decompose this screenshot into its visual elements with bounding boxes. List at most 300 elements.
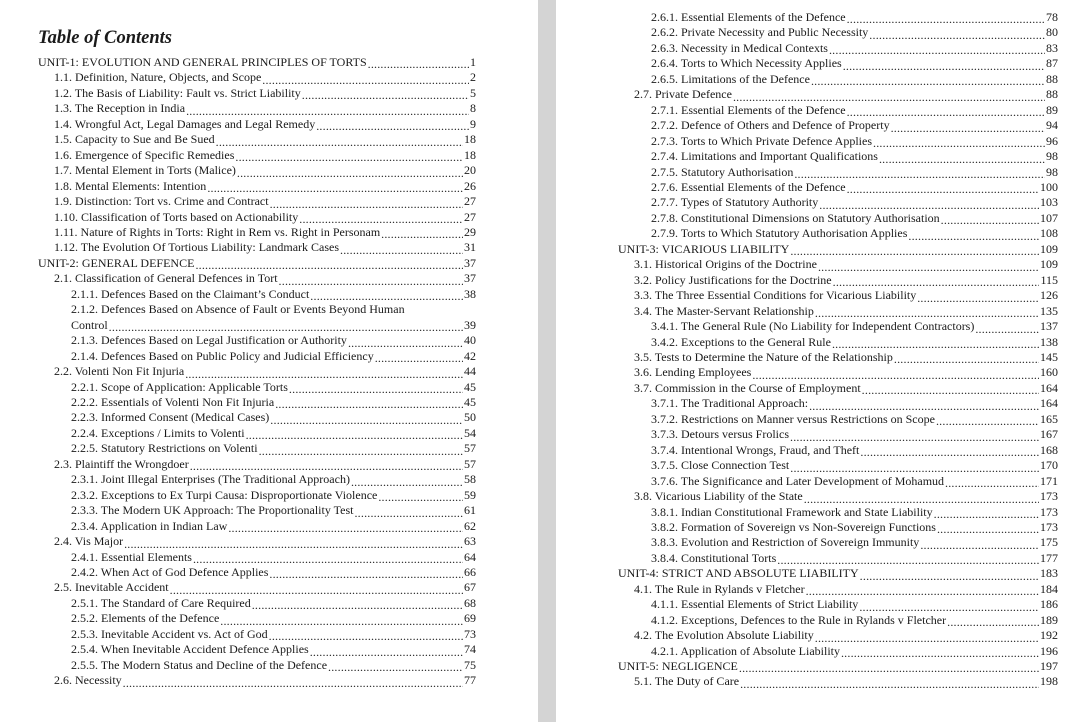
toc-entry-text: 2.7.9. Torts to Which Statutory Authorisation Applies: [651, 226, 908, 241]
toc-entry[interactable]: [38, 441, 476, 456]
toc-entry[interactable]: [38, 380, 476, 395]
dot-leader: [328, 661, 463, 673]
toc-page-number: 20: [464, 163, 476, 178]
dot-leader: [193, 553, 463, 565]
dot-leader: [806, 585, 1039, 597]
toc-page-number: 96: [1046, 133, 1058, 148]
toc-entry-text: 1.7. Mental Element in Torts (Malice): [54, 163, 236, 178]
toc-entry-text: 2.7.5. Statutory Authorisation: [651, 164, 794, 179]
toc-entry[interactable]: [618, 288, 1058, 303]
toc-entry-text: 2.6.1. Essential Elements of the Defence: [651, 10, 846, 24]
toc-entry[interactable]: [618, 427, 1058, 442]
toc-page-number: 115: [1040, 272, 1058, 287]
toc-page-number: 177: [1040, 550, 1058, 565]
toc-page-number: 126: [1040, 288, 1058, 303]
toc-page-number: 39: [464, 317, 476, 332]
toc-entry-text: 2.6. Necessity: [54, 673, 122, 688]
toc-entry[interactable]: [618, 242, 1058, 257]
toc-page-number: 9: [470, 116, 476, 131]
toc-entry[interactable]: [38, 271, 476, 286]
dot-leader: [819, 199, 1039, 211]
toc-page-number: 61: [464, 503, 476, 518]
toc-entry-text: 1.4. Wrongful Act, Legal Damages and Legal Remedy: [54, 116, 316, 131]
toc-page-number: 74: [464, 642, 476, 657]
toc-entry[interactable]: [618, 582, 1058, 597]
toc-entry[interactable]: [618, 381, 1058, 396]
toc-page-number: 57: [464, 441, 476, 456]
toc-entry[interactable]: [38, 101, 476, 116]
toc-entry[interactable]: [618, 10, 1058, 25]
dot-leader: [841, 647, 1039, 659]
toc-page-number: 88: [1046, 71, 1058, 86]
toc-page-number: 40: [464, 333, 476, 348]
toc-entry[interactable]: [38, 488, 476, 503]
dot-leader: [975, 323, 1039, 335]
toc-entry[interactable]: [38, 86, 476, 101]
toc-entry[interactable]: [618, 443, 1058, 458]
toc-page-number: 45: [464, 394, 476, 409]
toc-entry[interactable]: [38, 179, 476, 194]
dot-leader: [302, 89, 469, 101]
dot-leader: [790, 431, 1039, 443]
toc-entry-text: 2.2.1. Scope of Application: Applicable Torts: [71, 379, 288, 394]
toc-entry-text: UNIT-2: GENERAL DEFENCE: [38, 255, 195, 270]
toc-page-number: 37: [464, 255, 476, 270]
toc-entry-text: 1.5. Capacity to Sue and Be Sued: [54, 132, 215, 147]
toc-entry-text: 2.5.1. The Standard of Care Required: [71, 595, 251, 610]
toc-page-number: 94: [1046, 118, 1058, 133]
dot-leader: [190, 460, 463, 472]
toc-page-number: 29: [464, 224, 476, 239]
toc-entry-text: 1.12. The Evolution Of Tortious Liability: Landmark Cases: [54, 240, 340, 255]
toc-page-number: 167: [1040, 427, 1058, 442]
dot-leader: [310, 290, 463, 302]
toc-entry[interactable]: [38, 410, 476, 425]
right-document-page: [556, 0, 1085, 722]
toc-entry-text: 3.7.6. The Significance and Later Development of Mohamud: [651, 473, 945, 488]
toc-entry-text: 5.1. The Duty of Care: [634, 674, 740, 689]
toc-page-number: 189: [1040, 612, 1058, 627]
toc-entry[interactable]: [38, 596, 476, 611]
toc-entry[interactable]: [38, 519, 476, 534]
toc-page-number: 183: [1040, 566, 1058, 581]
toc-entry-text: 2.7.3. Torts to Which Private Defence Applies: [651, 133, 873, 148]
dot-leader: [936, 415, 1039, 427]
toc-entry-text: 3.5. Tests to Determine the Nature of the Relationship: [634, 349, 893, 364]
toc-page-number: 165: [1040, 411, 1058, 426]
toc-page-number: 62: [464, 518, 476, 533]
toc-page-number: 135: [1040, 303, 1058, 318]
toc-entry[interactable]: [38, 70, 476, 85]
toc-entry[interactable]: [618, 41, 1058, 56]
dot-leader: [733, 91, 1045, 103]
toc-entry[interactable]: [38, 148, 476, 163]
toc-entry-text: 3.7.2. Restrictions on Manner versus Restrictions on Scope: [651, 411, 935, 426]
toc-page-number: 18: [464, 147, 476, 162]
toc-entry-text: 2.7.1. Essential Elements of the Defence: [651, 102, 846, 117]
toc-entry[interactable]: [38, 302, 476, 333]
toc-entry[interactable]: [38, 349, 476, 364]
toc-page-number: 57: [464, 456, 476, 471]
toc-entry[interactable]: [618, 659, 1058, 674]
toc-page-number: 66: [464, 564, 476, 579]
toc-entry[interactable]: [618, 365, 1058, 380]
dot-leader: [259, 445, 463, 457]
dot-leader: [289, 383, 463, 395]
toc-entry-text-continued: Control: [71, 317, 108, 332]
toc-entry[interactable]: [618, 350, 1058, 365]
toc-entry[interactable]: [618, 195, 1058, 210]
dot-leader: [873, 137, 1045, 149]
toc-entry[interactable]: [618, 149, 1058, 164]
toc-title: Table of Contents: [38, 28, 172, 48]
dot-leader: [124, 538, 463, 550]
toc-page-number: 186: [1040, 597, 1058, 612]
toc-entry-text: 3.7. Commission in the Course of Employment: [634, 380, 861, 395]
toc-entry[interactable]: [38, 256, 476, 271]
toc-page-number: 87: [1046, 56, 1058, 71]
toc-entry-text: 3.8.2. Formation of Sovereign vs Non-Sovereign Functions: [651, 519, 936, 534]
toc-entry-text: 2.6.5. Limitations of the Defence: [651, 71, 810, 86]
toc-page-number: 68: [464, 595, 476, 610]
toc-entry[interactable]: [618, 118, 1058, 133]
toc-entry[interactable]: [38, 673, 476, 688]
dot-leader: [829, 44, 1045, 56]
toc-page-number: 78: [1046, 10, 1058, 24]
dot-leader: [381, 228, 463, 240]
toc-entry-text: 1.1. Definition, Nature, Objects, and Scope: [54, 70, 262, 85]
dot-leader: [945, 477, 1039, 489]
toc-entry-text: 2.2.4. Exceptions / Limits to Volenti: [71, 425, 245, 440]
toc-page-number: 5: [470, 85, 476, 100]
toc-entry[interactable]: [618, 103, 1058, 118]
toc-page-number: 108: [1040, 226, 1058, 241]
toc-page-number: 175: [1040, 535, 1058, 550]
toc-page-number: 1: [470, 55, 476, 69]
toc-entry[interactable]: [618, 319, 1058, 334]
toc-entry-text: UNIT-3: VICARIOUS LIABILITY: [618, 241, 790, 256]
dot-leader: [947, 616, 1039, 628]
dot-leader: [354, 507, 463, 519]
toc-entry[interactable]: [38, 364, 476, 379]
dot-leader: [378, 491, 463, 503]
toc-entry[interactable]: [618, 257, 1058, 272]
toc-page-number: 145: [1040, 349, 1058, 364]
dot-leader: [739, 662, 1039, 674]
toc-page-number: 80: [1046, 25, 1058, 40]
toc-entry[interactable]: [38, 55, 476, 70]
toc-page-number: 88: [1046, 87, 1058, 102]
toc-entry-text: 2.3.2. Exceptions to Ex Turpi Causa: Disproportionate Violence: [71, 487, 378, 502]
toc-entry[interactable]: [618, 520, 1058, 535]
toc-entry[interactable]: [38, 333, 476, 348]
toc-entry[interactable]: [38, 534, 476, 549]
toc-entry-text: 1.11. Nature of Rights in Torts: Right in Rem vs. Right in Personam: [54, 224, 381, 239]
toc-entry[interactable]: [38, 210, 476, 225]
toc-page-number: 69: [464, 611, 476, 626]
toc-entry[interactable]: [618, 613, 1058, 628]
toc-entry-text: 2.3.3. The Modern UK Approach: The Proportionality Test: [71, 503, 354, 518]
toc-entry[interactable]: [618, 134, 1058, 149]
dot-leader: [815, 307, 1039, 319]
toc-entry[interactable]: [38, 163, 476, 178]
toc-entry[interactable]: [618, 211, 1058, 226]
toc-entry-text: 3.7.5. Close Connection Test: [651, 458, 790, 473]
toc-entry[interactable]: [38, 194, 476, 209]
toc-entry[interactable]: [618, 304, 1058, 319]
toc-page-number: 160: [1040, 365, 1058, 380]
toc-entry-text: 2.6.3. Necessity in Medical Contexts: [651, 40, 828, 55]
dot-leader: [934, 508, 1039, 520]
dot-leader: [220, 615, 463, 627]
toc-entry-text: 3.6. Lending Employees: [634, 365, 752, 380]
toc-entry-text: 2.4. Vis Major: [54, 534, 124, 549]
toc-page-number: 170: [1040, 458, 1058, 473]
dot-leader: [860, 570, 1039, 582]
toc-entry[interactable]: [618, 474, 1058, 489]
toc-entry-text: 2.1.1. Defences Based on the Claimant’s Conduct: [71, 286, 310, 301]
toc-entry[interactable]: [38, 287, 476, 302]
dot-leader: [270, 198, 463, 210]
toc-entry-text: 1.8. Mental Elements: Intention: [54, 178, 207, 193]
toc-entry[interactable]: [618, 535, 1058, 550]
toc-entry-text: 2.3.1. Joint Illegal Enterprises (The Traditional Approach): [71, 472, 350, 487]
toc-entry[interactable]: [618, 87, 1058, 102]
toc-entry[interactable]: [618, 551, 1058, 566]
toc-page-number: 98: [1046, 149, 1058, 164]
toc-entry-text: 2.1. Classification of General Defences in Tort: [54, 271, 278, 286]
toc-page-number: 164: [1040, 380, 1058, 395]
toc-page-number: 27: [464, 209, 476, 224]
dot-leader: [228, 522, 463, 534]
toc-entry-text: 3.8. Vicarious Liability of the State: [634, 489, 803, 504]
toc-page-number: 58: [464, 472, 476, 487]
toc-entry-text: 2.4.1. Essential Elements: [71, 549, 192, 564]
toc-entry-text: 2.5.2. Elements of the Defence: [71, 611, 220, 626]
dot-leader: [917, 292, 1039, 304]
dot-leader: [832, 338, 1039, 350]
toc-entry[interactable]: [38, 658, 476, 673]
toc-entry[interactable]: [38, 611, 476, 626]
dot-leader: [123, 677, 463, 689]
toc-entry-text: 2.6.4. Torts to Which Necessity Applies: [651, 56, 842, 71]
toc-entry-text: 2.7.2. Defence of Others and Defence of Property: [651, 118, 890, 133]
toc-entry-text: 2.7. Private Defence: [634, 87, 732, 102]
toc-page-number: 59: [464, 487, 476, 502]
toc-entry[interactable]: [618, 628, 1058, 643]
toc-page-number: 44: [464, 364, 476, 379]
toc-entry-text: 2.5.5. The Modern Status and Decline of the Defence: [71, 657, 328, 672]
toc-entry-line: [71, 318, 476, 333]
dot-leader: [351, 476, 463, 488]
toc-page-number: 37: [464, 271, 476, 286]
dot-leader: [275, 398, 463, 410]
toc-page-number: 54: [464, 425, 476, 440]
toc-page-number: 75: [464, 657, 476, 672]
toc-entry-text: UNIT-5: NEGLIGENCE: [618, 659, 738, 674]
toc-page-number: 103: [1040, 195, 1058, 210]
toc-entry-text: 2.2. Volenti Non Fit Injuria: [54, 364, 185, 379]
toc-entry[interactable]: [618, 489, 1058, 504]
dot-leader: [860, 446, 1039, 458]
toc-page-number: 64: [464, 549, 476, 564]
toc-page-number: 73: [464, 626, 476, 641]
toc-page-number: 168: [1040, 442, 1058, 457]
toc-page-number: 98: [1046, 164, 1058, 179]
toc-entry-text: 3.2. Policy Justifications for the Doctrine: [634, 272, 832, 287]
toc-entry-text: 2.1.4. Defences Based on Public Policy and Judicial Efficiency: [71, 348, 374, 363]
toc-entry-text: UNIT-4: STRICT AND ABSOLUTE LIABILITY: [618, 566, 859, 581]
toc-page-number: 8: [470, 101, 476, 116]
dot-leader: [269, 568, 463, 580]
toc-entry-text: 2.2.3. Informed Consent (Medical Cases): [71, 410, 270, 425]
toc-entry-text: 2.3. Plaintiff the Wrongdoer: [54, 456, 189, 471]
toc-entry-text: 2.6.2. Private Necessity and Public Necessity: [651, 25, 869, 40]
toc-entry[interactable]: [38, 117, 476, 132]
toc-page-number: 137: [1040, 319, 1058, 334]
dot-leader: [790, 245, 1039, 257]
dot-leader: [299, 213, 463, 225]
toc-entry-text: 3.7.3. Detours versus Frolics: [651, 427, 789, 442]
toc-entry[interactable]: [618, 72, 1058, 87]
dot-leader: [368, 58, 469, 70]
toc-entry-text: 4.2. The Evolution Absolute Liability: [634, 628, 814, 643]
toc-page-number: 173: [1040, 504, 1058, 519]
toc-page-number: 192: [1040, 628, 1058, 643]
dot-leader: [237, 167, 463, 179]
toc-page-number: 184: [1040, 581, 1058, 596]
toc-page-number: 45: [464, 379, 476, 394]
toc-entry-text: 4.1.2. Exceptions, Defences to the Rule in Rylands v Fletcher: [651, 612, 947, 627]
toc-entry[interactable]: [38, 503, 476, 518]
toc-page-number: 89: [1046, 102, 1058, 117]
toc-entry[interactable]: [38, 457, 476, 472]
toc-entry[interactable]: [38, 395, 476, 410]
toc-page-number: 50: [464, 410, 476, 425]
toc-page-number: 173: [1040, 489, 1058, 504]
toc-entry[interactable]: [38, 580, 476, 595]
dot-leader: [752, 369, 1039, 381]
toc-entry[interactable]: [618, 566, 1058, 581]
dot-leader: [859, 601, 1039, 613]
toc-page-number: 173: [1040, 519, 1058, 534]
toc-entry-text: 2.2.2. Essentials of Volenti Non Fit Injuria: [71, 394, 275, 409]
toc-entry[interactable]: [618, 25, 1058, 40]
toc-entry[interactable]: [618, 458, 1058, 473]
toc-entry[interactable]: [38, 472, 476, 487]
toc-entry[interactable]: [618, 180, 1058, 195]
toc-entry[interactable]: [38, 565, 476, 580]
toc-entry[interactable]: [618, 273, 1058, 288]
toc-entry[interactable]: [38, 225, 476, 240]
toc-page-number: 109: [1040, 241, 1058, 256]
dot-leader: [937, 523, 1039, 535]
dot-leader: [170, 584, 463, 596]
toc-entry-text: 1.10. Classification of Torts based on Actionability: [54, 209, 299, 224]
dot-leader: [869, 29, 1045, 41]
toc-entry[interactable]: [38, 426, 476, 441]
dot-leader: [340, 244, 463, 256]
dot-leader: [847, 106, 1045, 118]
toc-entry-text: 3.4. The Master-Servant Relationship: [634, 303, 814, 318]
dot-leader: [109, 321, 463, 333]
toc-entry-text: 2.4.2. When Act of God Defence Applies: [71, 564, 269, 579]
dot-leader: [815, 632, 1039, 644]
toc-entry-text: 1.3. The Reception in India: [54, 101, 186, 116]
toc-entry-text: 2.7.7. Types of Statutory Authority: [651, 195, 819, 210]
dot-leader: [740, 678, 1039, 690]
toc-entry-text: 1.9. Distinction: Tort vs. Crime and Contract: [54, 194, 269, 209]
toc-entry[interactable]: [38, 132, 476, 147]
toc-list-left: [38, 55, 476, 689]
toc-entry-text: 3.4.1. The General Rule (No Liability for Independent Contractors): [651, 319, 975, 334]
dot-leader: [348, 337, 463, 349]
toc-page-number: 196: [1040, 643, 1058, 658]
dot-leader: [262, 74, 469, 86]
toc-entry[interactable]: [38, 240, 476, 255]
dot-leader: [790, 462, 1039, 474]
toc-entry[interactable]: [618, 226, 1058, 241]
dot-leader: [920, 539, 1039, 551]
toc-page-number: 197: [1040, 659, 1058, 674]
toc-entry[interactable]: [38, 550, 476, 565]
toc-entry-text: 2.3.4. Application in Indian Law: [71, 518, 228, 533]
toc-entry-text: 3.7.4. Intentional Wrongs, Fraud, and Theft: [651, 442, 860, 457]
toc-page-number: 26: [464, 178, 476, 193]
dot-leader: [252, 599, 463, 611]
left-document-page: [0, 0, 538, 722]
toc-entry[interactable]: [618, 56, 1058, 71]
dot-leader: [847, 183, 1039, 195]
dot-leader: [375, 352, 463, 364]
dot-leader: [847, 13, 1045, 25]
dot-leader: [235, 151, 463, 163]
toc-entry[interactable]: [38, 627, 476, 642]
dot-leader: [941, 214, 1039, 226]
toc-entry[interactable]: [618, 674, 1058, 689]
dot-leader: [195, 259, 463, 271]
toc-page-number: 164: [1040, 396, 1058, 411]
toc-entry[interactable]: [618, 505, 1058, 520]
dot-leader: [279, 275, 463, 287]
dot-leader: [207, 182, 463, 194]
toc-entry-text: 3.8.1. Indian Constitutional Framework and State Liability: [651, 504, 933, 519]
toc-page-number: 2: [470, 70, 476, 85]
toc-entry-text: 3.7.1. The Traditional Approach:: [651, 396, 809, 411]
dot-leader: [185, 368, 463, 380]
toc-entry[interactable]: [38, 642, 476, 657]
toc-entry[interactable]: [618, 597, 1058, 612]
toc-page-number: 18: [464, 132, 476, 147]
toc-page-number: 138: [1040, 334, 1058, 349]
toc-page-number: 38: [464, 286, 476, 301]
toc-entry[interactable]: [618, 335, 1058, 350]
dot-leader: [216, 136, 463, 148]
toc-entry[interactable]: [618, 396, 1058, 411]
toc-entry[interactable]: [618, 644, 1058, 659]
toc-page-number: 109: [1040, 257, 1058, 272]
toc-entry-text: 2.5.4. When Inevitable Accident Defence Applies: [71, 642, 309, 657]
toc-entry-text: 2.5.3. Inevitable Accident vs. Act of God: [71, 626, 268, 641]
toc-entry[interactable]: [618, 412, 1058, 427]
toc-entry[interactable]: [618, 165, 1058, 180]
toc-entry-text: 3.1. Historical Origins of the Doctrine: [634, 257, 817, 272]
toc-page-number: 31: [464, 240, 476, 255]
dot-leader: [310, 646, 463, 658]
toc-entry-text: 4.2.1. Application of Absolute Liability: [651, 643, 840, 658]
dot-leader: [894, 353, 1039, 365]
dot-leader: [246, 429, 463, 441]
